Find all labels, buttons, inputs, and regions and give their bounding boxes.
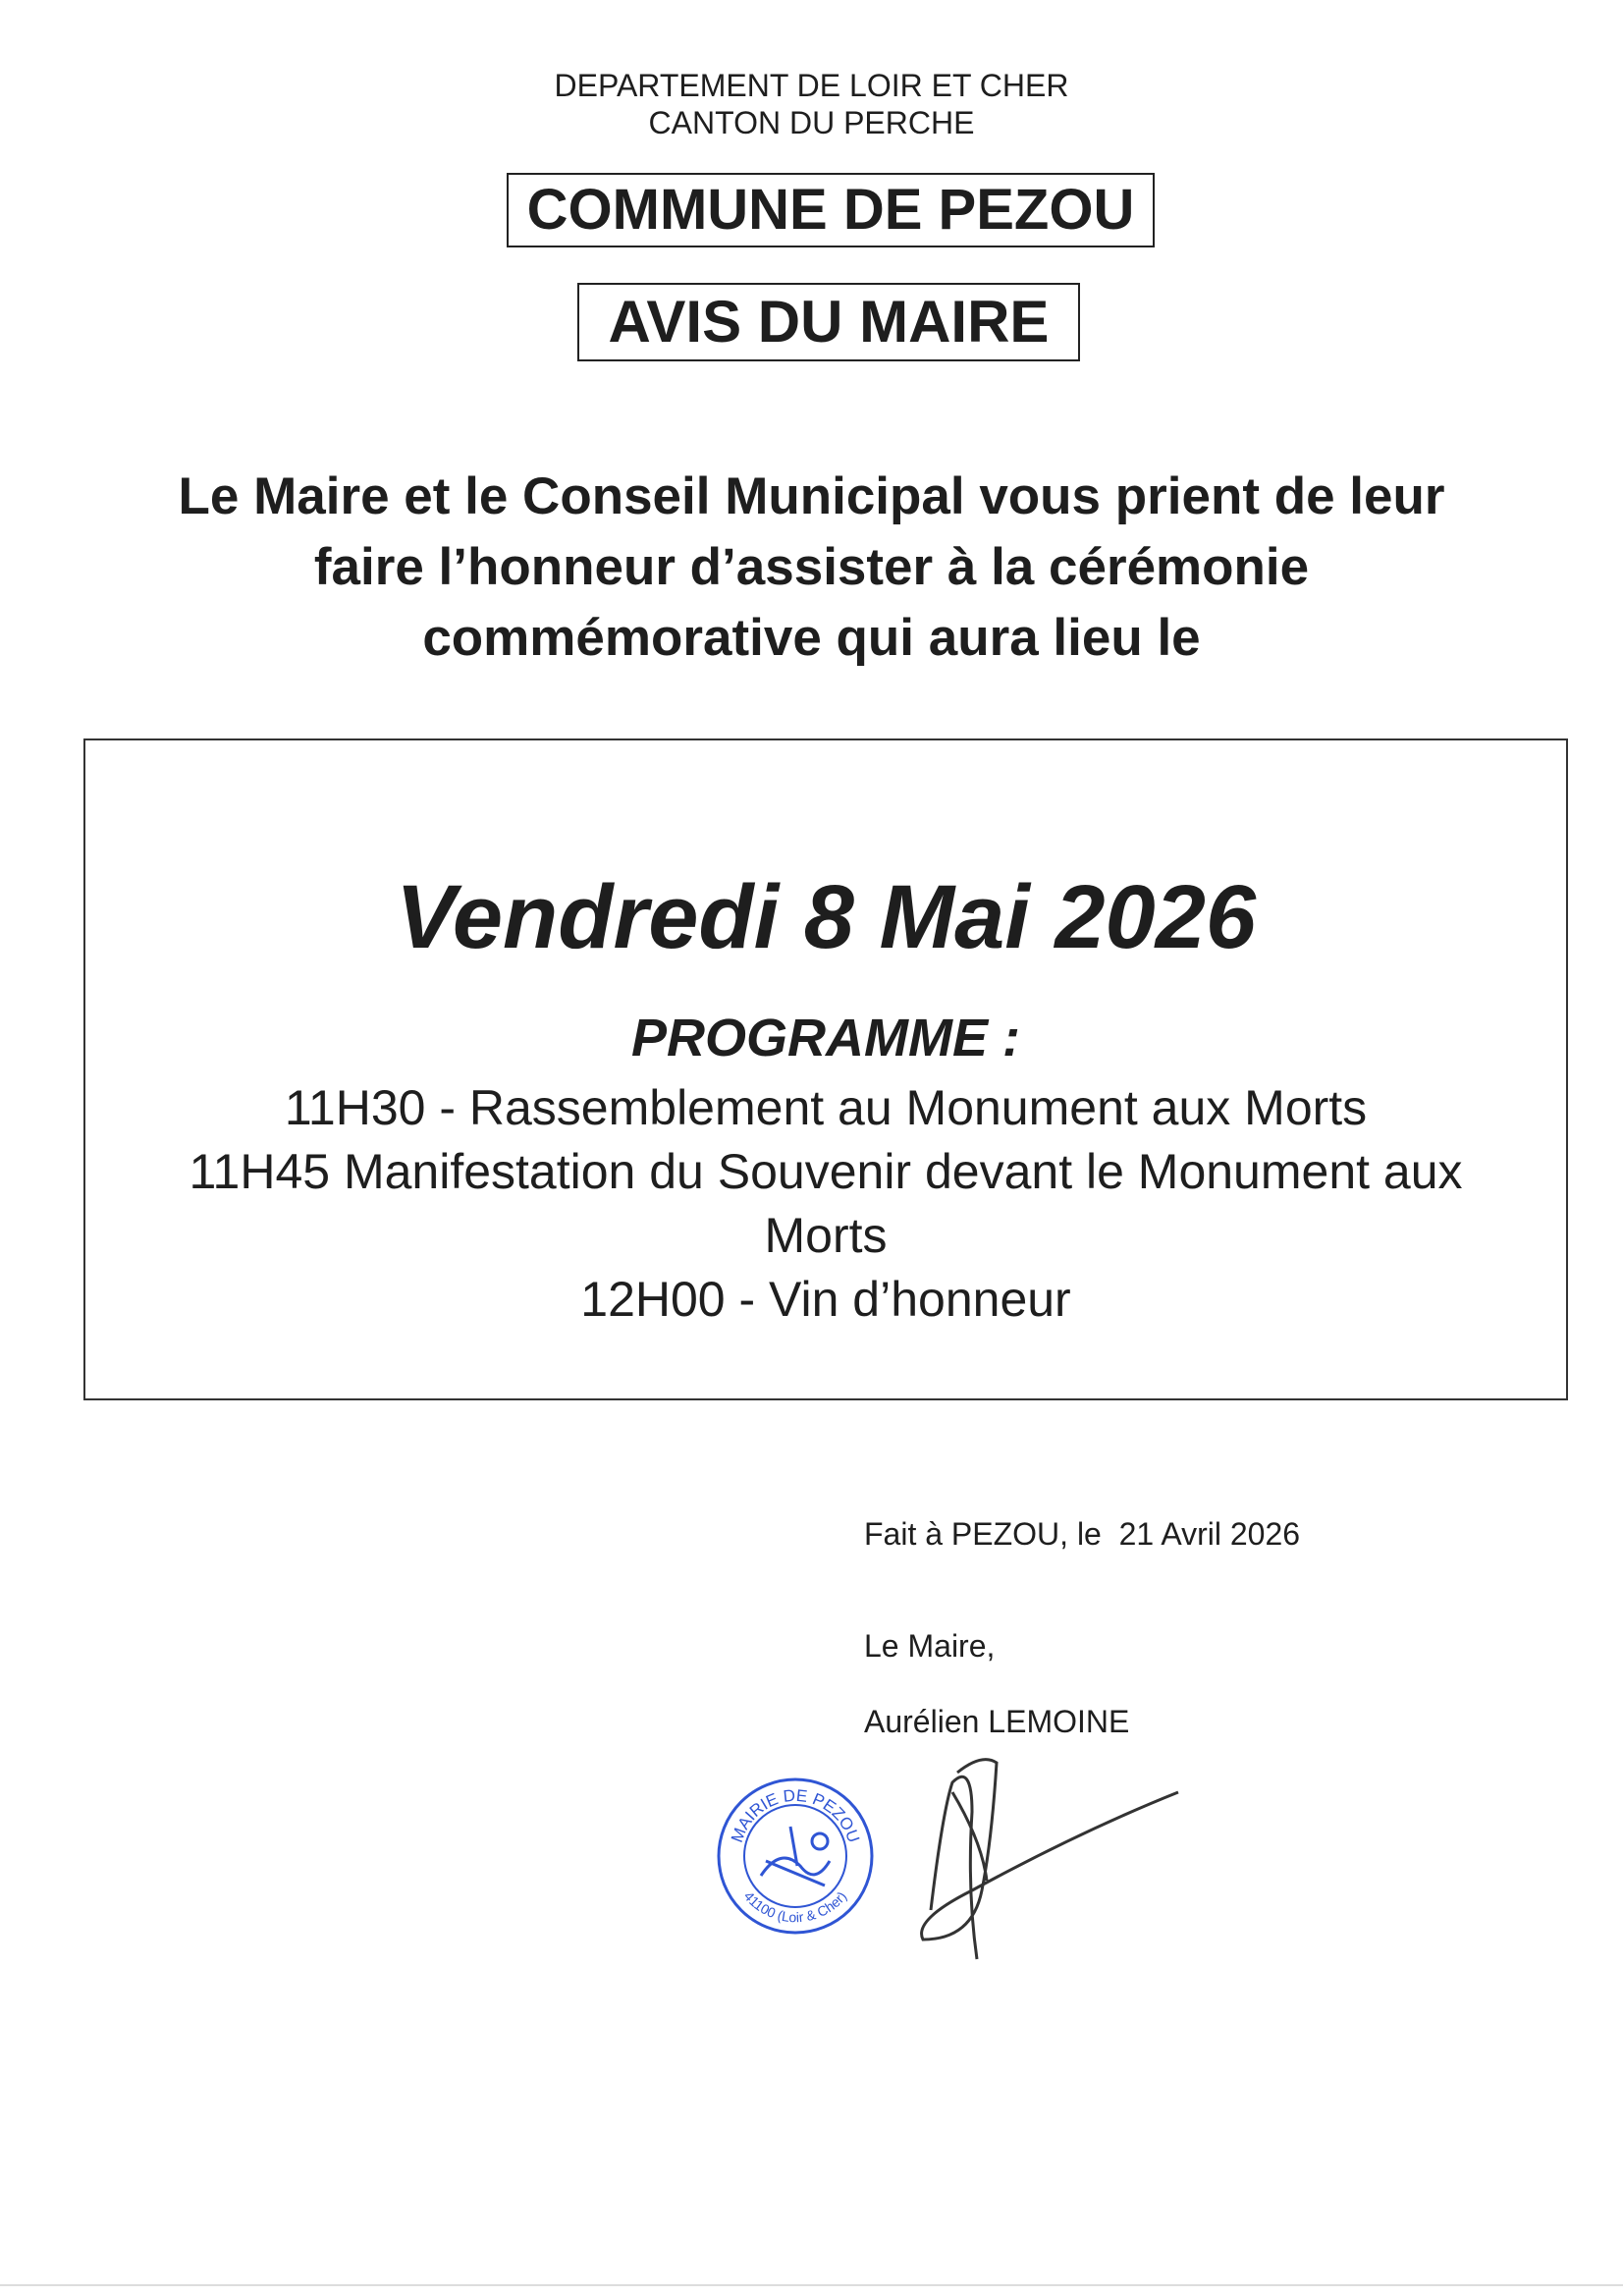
stamp-emblem-icon: [761, 1827, 830, 1886]
stamp-top-text: MAIRIE DE PEZOU: [727, 1785, 864, 1845]
page-bottom-edge: [0, 2284, 1623, 2286]
event-box: [83, 738, 1568, 1400]
intro-paragraph: [0, 462, 1623, 674]
signatory-name: Aurélien LEMOINE: [864, 1704, 1130, 1739]
department-line: DEPARTEMENT DE LOIR ET CHER: [554, 68, 1069, 103]
commune-title: COMMUNE DE PEZOU: [507, 173, 1155, 247]
mayor-signature: [913, 1753, 1188, 1969]
intro-line: faire l’honneur d’assister à la cérémonie: [313, 538, 1310, 596]
programme-title: PROGRAMME :: [631, 1009, 1020, 1067]
stamp-bottom-text: 41100 (Loir & Cher): [740, 1887, 850, 1926]
notice-title: AVIS DU MAIRE: [577, 283, 1080, 361]
place-date: Fait à PEZOU, le 21 Avril 2026: [864, 1516, 1301, 1552]
programme-item: 11H30 - Rassemblement au Monument aux Morts: [284, 1080, 1368, 1135]
mairie-stamp: [707, 1768, 884, 1944]
programme-list: [85, 1076, 1566, 1332]
signatory-role: Le Maire,: [864, 1628, 996, 1664]
event-date: Vendredi 8 Mai 2026: [395, 867, 1257, 967]
programme-item: 11H45 Manifestation du Souvenir devant le Monument aux: [189, 1144, 1463, 1199]
intro-line: commémorative qui aura lieu le: [422, 609, 1201, 667]
canton-line: CANTON DU PERCHE: [648, 105, 975, 140]
intro-line: Le Maire et le Conseil Municipal vous prient de leur: [178, 467, 1445, 525]
programme-item: Morts: [764, 1208, 888, 1263]
programme-item: 12H00 - Vin d’honneur: [580, 1272, 1071, 1327]
